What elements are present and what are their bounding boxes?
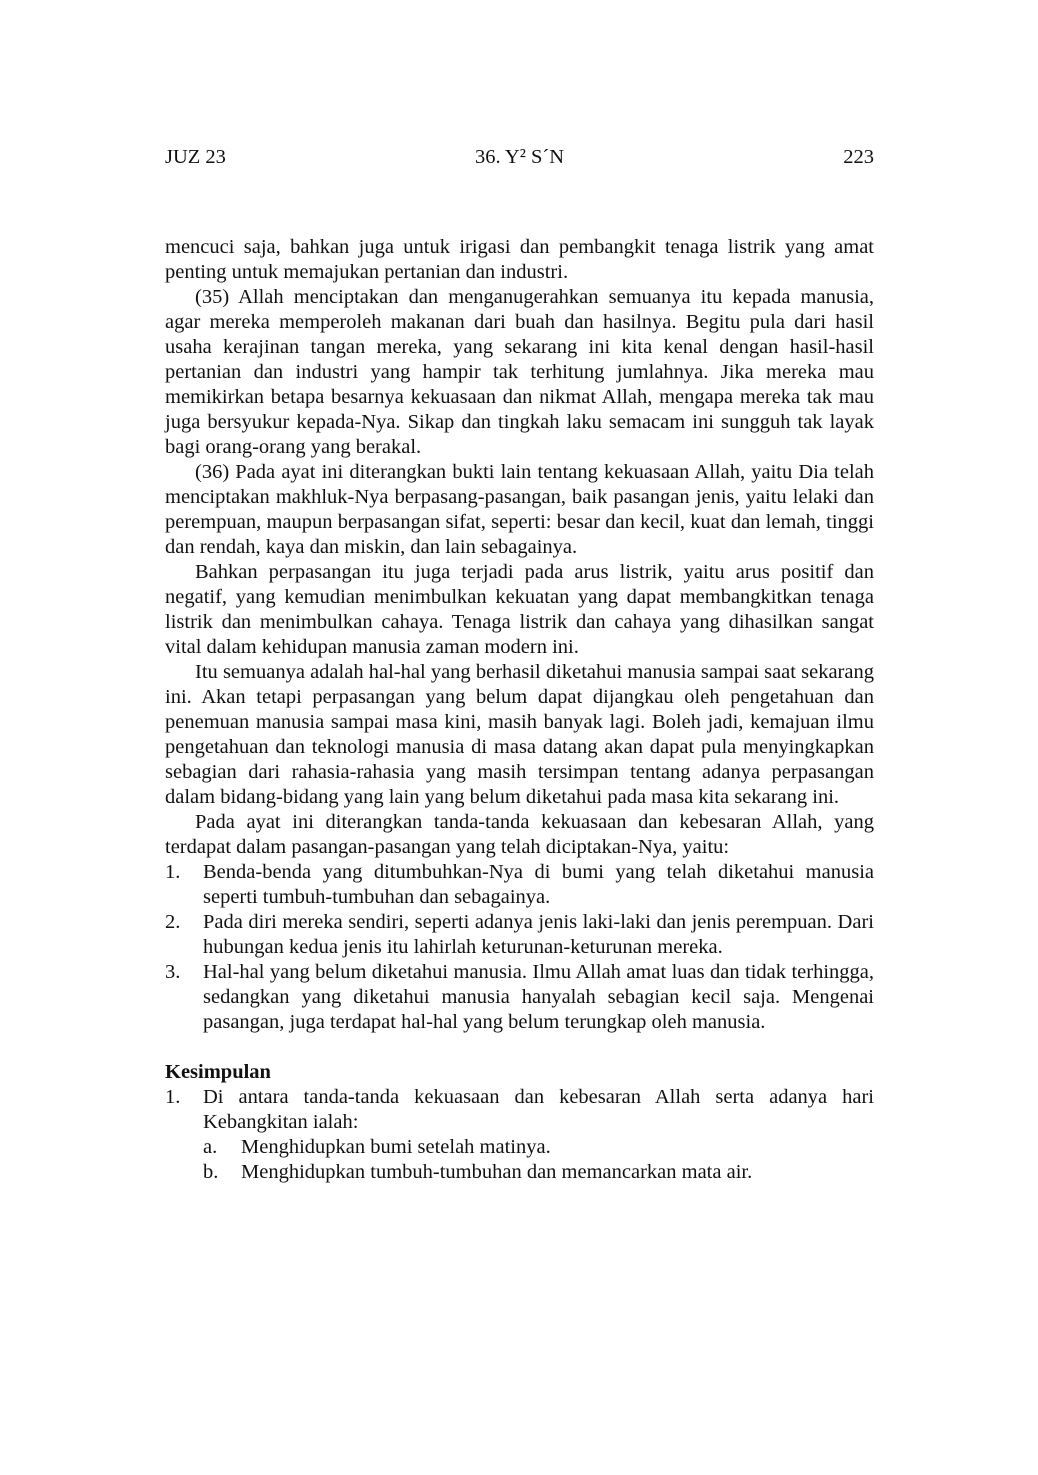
paragraph-signs: Pada ayat ini diterangkan tanda-tanda kekuasaan dan kebesaran Allah, yang terdapat dalam pasangan-pasangan yang telah diciptakan-Nya, yaitu:	[165, 811, 874, 858]
list-text: Pada diri mereka sendiri, seperti adanya jenis laki-laki dan jenis perempuan. Dari hubungan kedua jenis itu lahirlah keturunan-keturunan mereka.	[203, 911, 874, 958]
list-number: 1.	[165, 1086, 181, 1108]
paragraph-continuation: mencuci saja, bahkan juga untuk irigasi dan pembangkit tenaga listrik yang amat penting untuk memajukan pertanian dan industri.	[165, 236, 874, 283]
paragraph-electricity: Bahkan perpasangan itu juga terjadi pada arus listrik, yaitu arus positif dan negatif, yang kemudian menimbulkan kekuatan yang dapat membangkitkan tenaga listrik dan menimbulkan cahaya. Tenaga listrik dan cahaya yang dihasilkan sangat vital dalam kehidupan manusia zaman modern ini.	[165, 561, 874, 658]
sublist-letter: b.	[203, 1161, 219, 1183]
juz-label: JUZ 23	[165, 146, 226, 168]
list-item	[165, 860, 874, 910]
page-body	[165, 235, 874, 1185]
list-number: 2.	[165, 911, 181, 933]
sublist-item	[165, 1135, 874, 1160]
list-text: Hal-hal yang belum diketahui manusia. Ilmu Allah amat luas dan tidak terhingga, sedangkan yang diketahui manusia hanyalah sebagian kecil saja. Mengenai pasangan, juga terdapat hal-hal yang belum terungkap oleh manusia.	[203, 961, 874, 1033]
list-number: 1.	[165, 861, 181, 883]
list-text: Benda-benda yang ditumbuhkan-Nya di bumi yang telah diketahui manusia seperti tumbuh-tumbuhan dan sebagainya.	[203, 861, 874, 908]
paragraph-knowledge: Itu semuanya adalah hal-hal yang berhasil diketahui manusia sampai saat sekarang ini. Akan tetapi perpasangan yang belum dapat dijangkau oleh pengetahuan dan penemuan manusia sampai masa kini, masih banyak lagi. Boleh jadi, kemajuan ilmu pengetahuan dan teknologi manusia di masa datang akan dapat pula menyingkapkan sebagian dari rahasia-rahasia yang masih tersimpan tentang adanya perpasangan dalam bidang-bidang yang lain yang belum diketahui pada masa kita sekarang ini.	[165, 661, 874, 808]
conclusion-heading: Kesimpulan	[165, 1061, 271, 1083]
page-header	[165, 146, 874, 174]
conclusion-sublist	[203, 1135, 874, 1185]
conclusion-list	[165, 1085, 874, 1185]
sublist-text: Menghidupkan tumbuh-tumbuhan dan memancarkan mata air.	[241, 1161, 753, 1183]
sublist-item	[165, 1160, 874, 1185]
paragraph-verse-36: (36) Pada ayat ini diterangkan bukti lain tentang kekuasaan Allah, yaitu Dia telah menciptakan makhluk-Nya berpasang-pasangan, baik pasangan jenis, yaitu lelaki dan perempuan, maupun berpasangan sifat, seperti: besar dan kecil, kuat dan lemah, tinggi dan rendah, kaya dan miskin, dan lain sebagainya.	[165, 461, 874, 558]
sublist-letter: a.	[203, 1136, 218, 1158]
list-number: 3.	[165, 961, 181, 983]
list-item	[165, 960, 874, 1035]
page-number: 223	[843, 146, 874, 168]
paragraph-verse-35: (35) Allah menciptakan dan menganugerahkan semuanya itu kepada manusia, agar mereka memperoleh makanan dari buah dan hasilnya. Begitu pula dari hasil usaha kerajinan tangan mereka, yang sekarang ini kita kenal dengan hasil-hasil pertanian dan industri yang hampir tak terhitung jumlahnya. Jika mereka mau memikirkan betapa besarnya kekuasaan dan nikmat Allah, mengapa mereka tak mau juga bersyukur kepada-Nya. Sikap dan tingkah laku semacam ini sungguh tak layak bagi orang-orang yang berakal.	[165, 286, 874, 458]
list-item	[165, 910, 874, 960]
list-text: Di antara tanda-tanda kekuasaan dan kebesaran Allah serta adanya hari Kebangkitan ialah:	[203, 1086, 874, 1133]
list-item	[165, 1085, 874, 1185]
signs-list	[165, 860, 874, 1035]
sublist-text: Menghidupkan bumi setelah matinya.	[241, 1136, 551, 1158]
surah-title: 36. Y² S´N	[474, 146, 565, 168]
